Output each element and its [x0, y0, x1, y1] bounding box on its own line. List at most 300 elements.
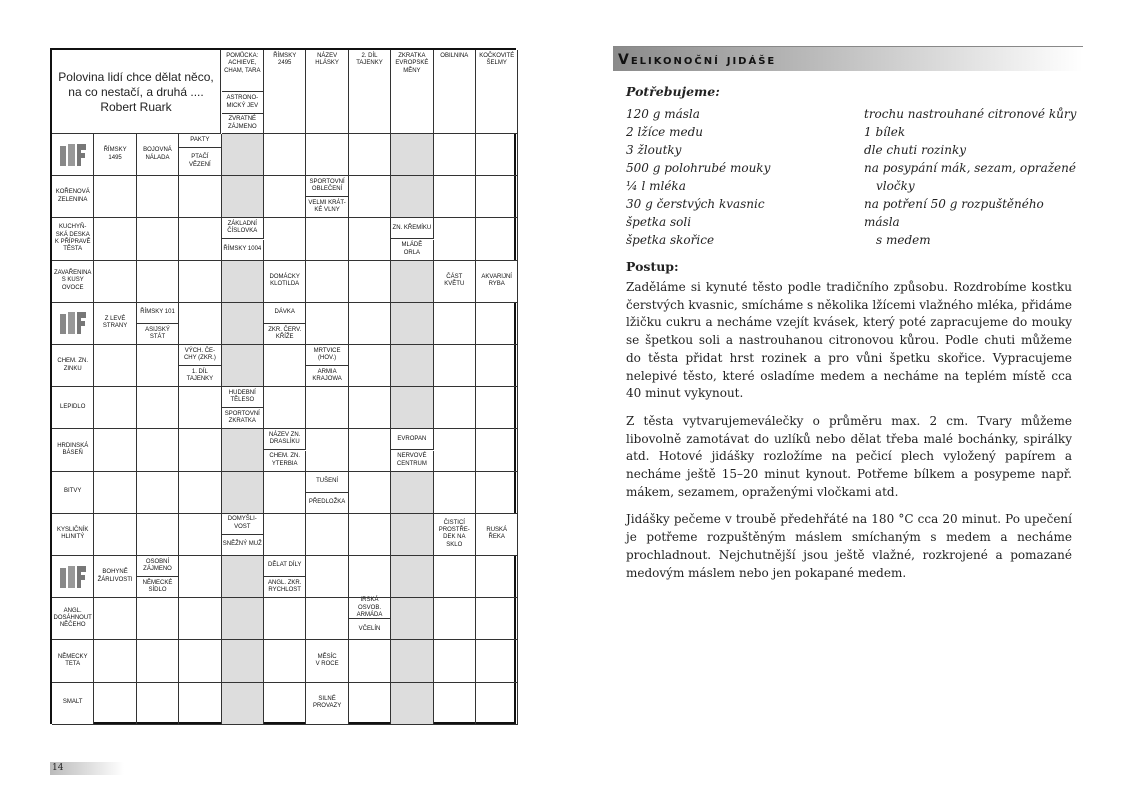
- answer-cell[interactable]: [349, 556, 391, 598]
- clue-text: [140, 309, 175, 316]
- clue-text: [104, 147, 127, 162]
- clue-text: [269, 453, 300, 468]
- clue-text: [273, 53, 296, 68]
- answer-cell[interactable]: [222, 429, 264, 471]
- ingredient: 500 g polohrubé mouky: [626, 161, 771, 175]
- ingredient: 120 g másla: [626, 107, 700, 121]
- answer-cell[interactable]: [264, 345, 306, 387]
- clue-line: OBILNINA: [440, 53, 469, 59]
- clue-text: [313, 696, 341, 711]
- clue-text: [316, 478, 338, 485]
- clue-line: NĚMECKÉ: [142, 579, 173, 586]
- clue-line: SÍDLO: [148, 587, 167, 594]
- clue-text: [190, 137, 209, 144]
- answer-cell[interactable]: [179, 598, 221, 640]
- clue-line: DEK NA: [443, 534, 466, 541]
- clue-header: [434, 50, 476, 134]
- quote-author: Robert Ruark: [100, 100, 172, 114]
- clue-cell: [306, 493, 348, 514]
- clue-line: BOHYNĚ: [102, 569, 128, 576]
- answer-cell[interactable]: [94, 598, 136, 640]
- ingredients-left: [626, 105, 864, 249]
- clue-line: ZÁJMENO: [227, 123, 257, 130]
- clue-line: ŘEKA: [488, 534, 505, 541]
- quote-line: Polovina lidí chce dělat něco,: [58, 70, 214, 84]
- answer-cell[interactable]: [137, 261, 179, 303]
- clue-text: [486, 527, 507, 542]
- clue-line: NĚČEHO: [59, 622, 86, 629]
- clue-side: [52, 261, 94, 303]
- clue-line: ZKRATKA: [228, 418, 256, 425]
- clue-header: [476, 50, 518, 134]
- clue-text: [356, 53, 383, 68]
- answer-cell[interactable]: [476, 345, 518, 387]
- clue-line: LEPIDLO: [60, 404, 86, 411]
- answer-cell[interactable]: [391, 598, 433, 640]
- clue-cell: [306, 176, 348, 197]
- clue-text: [315, 53, 339, 68]
- answer-cell[interactable]: [476, 556, 518, 598]
- answer-cell[interactable]: [179, 514, 221, 556]
- answer-cell[interactable]: [137, 683, 179, 725]
- answer-cell[interactable]: [434, 303, 476, 345]
- answer-cell[interactable]: [391, 472, 433, 514]
- answer-cell[interactable]: [264, 134, 306, 176]
- clue-cell: [306, 683, 348, 725]
- clue-line: ANGL.: [63, 607, 82, 614]
- clue-text: [57, 443, 88, 458]
- clue-text: [359, 626, 381, 633]
- clue-text: [268, 562, 301, 569]
- clue-cell: [264, 451, 306, 472]
- clue-cell: [94, 134, 136, 176]
- answer-cell[interactable]: [222, 303, 264, 345]
- clue-text: [275, 309, 295, 316]
- ingredient: trochu nastrouhané citronové kůry: [864, 107, 1077, 121]
- answer-cell[interactable]: [179, 218, 221, 260]
- answer-cell[interactable]: [391, 683, 433, 725]
- clue-cell: [94, 303, 136, 345]
- answer-cell[interactable]: [349, 387, 391, 429]
- procedure-paragraph: Zaděláme si kynuté těsto podle tradičního způsobu. Rozdrobíme kostku čerstvých kvasnic, smícháme s několika lžícemi vlažného mléka, přidáme lžičku cukru a necháme vzejít kvásek, který poté zapracujeme do mouky se špetkou soli a nastrouhanou citronovou kůrou. Podle chuti můžeme do těsta přidat hrst rozinek a pro vůni špetku skořice. Vypracujeme nelepivé těsto, které osladíme medem a necháme na teplém místě cca 40 minut vykynout.: [626, 280, 1072, 401]
- clue-line: KLOTILDA: [270, 281, 300, 288]
- clue-text: [58, 654, 88, 669]
- clue-text: [308, 200, 345, 215]
- answer-cell[interactable]: [434, 176, 476, 218]
- clue-line: OBLEČENÍ: [311, 186, 343, 193]
- clue-line: ZAVAŘENINA: [53, 270, 92, 277]
- answer-cell[interactable]: [391, 556, 433, 598]
- clue-cell: [264, 303, 306, 324]
- answer-cell[interactable]: [306, 261, 348, 303]
- answer-cell[interactable]: [434, 218, 476, 260]
- clue-line: ACHIEVE,: [228, 60, 257, 67]
- answer-cell[interactable]: [94, 345, 136, 387]
- clue-line: ČISTICÍ: [443, 519, 465, 526]
- answer-cell[interactable]: [179, 176, 221, 218]
- answer-cell[interactable]: [179, 472, 221, 514]
- clue-cell: [137, 556, 179, 577]
- answer-cell[interactable]: [306, 556, 348, 598]
- answer-cell[interactable]: [349, 134, 391, 176]
- clue-cell: [222, 408, 264, 429]
- answer-cell[interactable]: [349, 218, 391, 260]
- procedure-paragraph: Z těsta vytvarujemeválečky o průměru max. 2 cm. Tvary můžeme libovolně zamotávat do uzlíků nebo dělat třeba malé bochánky, spirálky atd. Hotové jidášky rozložíme na pečicí plech vyložený papírem a necháme ještě 15–20 minut kynout. Potřeme bílkem a posypeme např. mákem, sezamem, opraženými vločkami atd.: [626, 413, 1072, 499]
- clue-cell: [222, 514, 264, 535]
- answer-cell[interactable]: [349, 514, 391, 556]
- ingredient: dle chuti rozinky: [864, 143, 966, 157]
- answer-cell[interactable]: [137, 514, 179, 556]
- clue-text: [393, 225, 432, 232]
- clue-line: MRTVICE: [313, 347, 341, 354]
- crossword-grid: [50, 48, 516, 724]
- clue-cell: [306, 472, 348, 493]
- clue-text: [54, 608, 92, 630]
- clue-text: [314, 348, 341, 363]
- clue-line: MĚSÍC: [317, 653, 337, 660]
- clue-cell: [264, 577, 306, 598]
- clue-line: RYBA: [488, 281, 505, 288]
- answer-cell[interactable]: [94, 472, 136, 514]
- answer-cell[interactable]: [434, 598, 476, 640]
- clue-line: V ROCE: [315, 660, 339, 667]
- answer-cell[interactable]: [264, 218, 306, 260]
- clue-cell: [306, 197, 348, 218]
- clue-line: PAKTY: [190, 136, 210, 143]
- clue-text: [310, 179, 345, 194]
- answer-cell[interactable]: [222, 683, 264, 725]
- clue-cell: [137, 303, 179, 324]
- answer-cell[interactable]: [94, 176, 136, 218]
- clue-cell: [222, 218, 264, 239]
- clue-line: ZINKU: [63, 365, 82, 372]
- answer-cell[interactable]: [476, 134, 518, 176]
- answer-cell[interactable]: [264, 640, 306, 682]
- clue-text: [57, 527, 88, 542]
- answer-cell[interactable]: [391, 387, 433, 429]
- clue-line: EVROPAN: [397, 435, 427, 442]
- clue-cell: [222, 240, 264, 261]
- clue-text: [479, 53, 514, 68]
- clue-text: [481, 274, 512, 289]
- ingredient: 1 bílek: [864, 125, 906, 139]
- clue-line: KYSLIČNÍK: [57, 526, 89, 533]
- answer-cell[interactable]: [94, 640, 136, 682]
- clue-text: [357, 597, 383, 619]
- answer-cell[interactable]: [349, 683, 391, 725]
- clue-line: VĚZENÍ: [189, 161, 211, 168]
- clue-line: RUSKÁ: [486, 526, 508, 533]
- clue-text: [439, 520, 470, 550]
- answer-cell[interactable]: [179, 640, 221, 682]
- ingredient: špetka skořice: [626, 233, 715, 247]
- answer-cell[interactable]: [264, 514, 306, 556]
- clue-line: 1495: [108, 154, 122, 161]
- answer-cell[interactable]: [264, 472, 306, 514]
- answer-cell[interactable]: [94, 514, 136, 556]
- clue-line: TAJENKY: [186, 376, 214, 383]
- clue-text: [143, 147, 172, 162]
- clue-text: [402, 242, 423, 257]
- clue-line: HRDINSKÁ: [57, 442, 89, 449]
- answer-cell[interactable]: [391, 176, 433, 218]
- clue-line: 1. DÍL: [191, 368, 208, 375]
- clue-cell: [222, 535, 264, 556]
- clue-side: [52, 345, 94, 387]
- clue-cell: [391, 429, 433, 450]
- clue-line: IRSKÁ: [360, 597, 379, 604]
- clue-cell: [94, 556, 136, 598]
- clue-line: PTAČÍ: [191, 154, 209, 161]
- answer-cell[interactable]: [137, 472, 179, 514]
- answer-cell[interactable]: [137, 345, 179, 387]
- answer-cell[interactable]: [434, 472, 476, 514]
- clue-side: [52, 598, 94, 640]
- clue-line: OSOBNÍ: [145, 558, 170, 565]
- answer-cell[interactable]: [306, 218, 348, 260]
- clue-line: CHY (ZKR.): [183, 355, 216, 362]
- answer-cell[interactable]: [306, 303, 348, 345]
- clue-text: [143, 559, 172, 574]
- crossword-logo-icon: [52, 303, 94, 345]
- answer-cell[interactable]: [434, 387, 476, 429]
- clue-text: [225, 411, 260, 426]
- ingredient: 30 g čerstvých kvasnic: [626, 197, 765, 211]
- clue-text: [268, 327, 301, 342]
- clue-text: [63, 699, 83, 706]
- clue-text: [395, 53, 428, 75]
- clue-text: [56, 189, 90, 204]
- clue-side: [52, 429, 94, 471]
- answer-cell[interactable]: [434, 429, 476, 471]
- answer-cell[interactable]: [222, 345, 264, 387]
- clue-text: [189, 154, 211, 169]
- clue-cell: [476, 261, 518, 303]
- answer-cell[interactable]: [349, 640, 391, 682]
- crossword-logo-icon: [52, 134, 94, 176]
- answer-cell[interactable]: [476, 303, 518, 345]
- clue-line: SPORTOVNÍ: [224, 410, 260, 417]
- answer-cell[interactable]: [222, 598, 264, 640]
- answer-cell[interactable]: [476, 683, 518, 725]
- answer-cell[interactable]: [264, 598, 306, 640]
- clue-text: [269, 432, 300, 447]
- answer-cell[interactable]: [349, 429, 391, 471]
- clue-line: STÁT: [149, 333, 166, 340]
- answer-cell[interactable]: [306, 429, 348, 471]
- answer-cell[interactable]: [349, 261, 391, 303]
- answer-cell[interactable]: [434, 640, 476, 682]
- answer-cell[interactable]: [179, 556, 221, 598]
- answer-cell[interactable]: [179, 387, 221, 429]
- clue-line: BITVY: [64, 488, 82, 495]
- clue-text: [444, 274, 464, 289]
- answer-cell[interactable]: [179, 429, 221, 471]
- clue-text: [397, 453, 427, 468]
- clue-line: KOČKOVITÉ: [479, 53, 515, 59]
- clue-line: S KUSY: [61, 277, 84, 284]
- clue-text: [187, 369, 214, 384]
- clue-text: [268, 580, 301, 595]
- clue-line: CENTRUM: [396, 460, 427, 467]
- clue-line: NÁZEV: [317, 53, 338, 59]
- answer-cell[interactable]: [306, 598, 348, 640]
- answer-cell[interactable]: [264, 387, 306, 429]
- ingredient: 3 žloutky: [626, 143, 682, 157]
- clue-line: 2. DÍL: [361, 53, 378, 59]
- answer-cell[interactable]: [391, 514, 433, 556]
- answer-cell[interactable]: [391, 345, 433, 387]
- answer-cell[interactable]: [222, 261, 264, 303]
- clue-line: ŽÁRLIVOSTI: [97, 576, 133, 583]
- clue-text: [145, 327, 170, 342]
- clue-cell: [306, 366, 348, 387]
- answer-cell[interactable]: [306, 387, 348, 429]
- clue-line: SILNÉ: [318, 695, 336, 702]
- clue-header: [222, 50, 264, 92]
- clue-line: MICKÝ JEV: [226, 102, 259, 109]
- page-number: 14: [50, 762, 124, 775]
- answer-cell[interactable]: [179, 303, 221, 345]
- clue-line: SPORTOVNÍ: [309, 178, 345, 185]
- clue-line: ZÁKLADNÍ: [227, 221, 257, 228]
- clue-text: [223, 541, 262, 548]
- answer-cell[interactable]: [94, 218, 136, 260]
- clue-text: [309, 499, 345, 506]
- answer-cell[interactable]: [222, 472, 264, 514]
- answer-cell[interactable]: [222, 134, 264, 176]
- clue-line: TETA: [65, 660, 81, 667]
- clue-line: TĚLESO: [230, 397, 255, 404]
- answer-cell[interactable]: [137, 176, 179, 218]
- clue-line: ZKR. ČERV.: [268, 326, 302, 333]
- ingredients-heading: Potřebujeme:: [626, 84, 720, 99]
- clue-line: STRANY: [102, 323, 128, 330]
- clue-line: YTERBIA: [271, 460, 298, 467]
- clue-cell: [222, 114, 264, 134]
- clue-line: KVĚTU: [444, 281, 465, 288]
- answer-cell[interactable]: [476, 387, 518, 429]
- answer-cell[interactable]: [306, 514, 348, 556]
- answer-cell[interactable]: [476, 640, 518, 682]
- clue-text: [57, 358, 88, 373]
- answer-cell[interactable]: [264, 176, 306, 218]
- clue-cell: [179, 134, 221, 148]
- clue-cell: [222, 387, 264, 408]
- clue-line: AKVARIJNÍ: [481, 273, 512, 280]
- answer-cell[interactable]: [476, 218, 518, 260]
- answer-cell[interactable]: [476, 176, 518, 218]
- clue-side: [52, 472, 94, 514]
- clue-text: [143, 580, 173, 595]
- clue-line: NÁLADA: [145, 154, 170, 161]
- answer-cell[interactable]: [137, 218, 179, 260]
- answer-cell[interactable]: [222, 640, 264, 682]
- clue-line: HUDEBNÍ: [228, 389, 256, 396]
- clue-cell: [391, 240, 433, 261]
- clue-line: SKLO: [446, 541, 463, 548]
- clue-cell: [391, 218, 433, 239]
- answer-cell[interactable]: [476, 598, 518, 640]
- clue-line: ŘÍMSKY: [103, 147, 127, 154]
- clue-line: VELMI KRÁT-: [308, 199, 346, 206]
- answer-cell[interactable]: [94, 429, 136, 471]
- ingredient: na potření 50 g rozpuštěného másla: [864, 197, 1044, 229]
- clue-text: [55, 224, 91, 254]
- clue-line: DOMÁCKY: [269, 273, 300, 280]
- answer-cell[interactable]: [306, 134, 348, 176]
- clue-line: Z LEVÉ: [104, 315, 126, 322]
- answer-cell[interactable]: [434, 134, 476, 176]
- clue-text: [103, 316, 127, 331]
- clue-text: [184, 348, 216, 363]
- answer-cell[interactable]: [476, 429, 518, 471]
- answer-cell[interactable]: [94, 683, 136, 725]
- answer-cell[interactable]: [264, 683, 306, 725]
- answer-cell[interactable]: [137, 598, 179, 640]
- answer-cell[interactable]: [349, 345, 391, 387]
- clue-cell: [137, 324, 179, 345]
- answer-cell[interactable]: [179, 261, 221, 303]
- answer-cell[interactable]: [137, 640, 179, 682]
- clue-cell: [179, 366, 221, 387]
- answer-cell[interactable]: [434, 683, 476, 725]
- clue-line: DĚLAT DÍLY: [268, 562, 302, 569]
- answer-cell[interactable]: [94, 261, 136, 303]
- ingredients-right: [864, 105, 1079, 249]
- procedure-heading: Postup:: [626, 259, 679, 274]
- answer-cell[interactable]: [222, 556, 264, 598]
- answer-cell[interactable]: [391, 303, 433, 345]
- procedure-paragraph: Jidášky pečeme v troubě předehřáté na 180 °C cca 20 minut. Po upečení je potřeme rozpuštěným máslem smíchaným s medem a necháme prochladnout. Nejchutnější jsou ještě vlažné, rozkrojené a pomazané medovým máslem nebo jen pokapané medem.: [626, 512, 1072, 580]
- answer-cell[interactable]: [434, 345, 476, 387]
- answer-cell[interactable]: [94, 387, 136, 429]
- clue-line: ASIJSKÝ: [145, 326, 170, 333]
- answer-cell[interactable]: [391, 261, 433, 303]
- clue-text: [54, 270, 91, 292]
- clue-line: K PŘÍPRAVĚ: [54, 238, 91, 245]
- answer-cell[interactable]: [476, 472, 518, 514]
- recipe-panel: [613, 46, 1083, 592]
- clue-side: [52, 514, 94, 556]
- clue-line: NĚMECKY: [57, 653, 88, 660]
- clue-line: OVOCE: [61, 284, 84, 291]
- answer-cell[interactable]: [349, 472, 391, 514]
- answer-cell[interactable]: [434, 556, 476, 598]
- answer-cell[interactable]: [137, 429, 179, 471]
- clue-cell: [179, 148, 221, 176]
- answer-cell[interactable]: [179, 683, 221, 725]
- quote-line: na co nestačí, a druhá ....: [68, 85, 204, 99]
- ingredient: špetka soli: [626, 215, 692, 229]
- clue-side: [52, 218, 94, 260]
- answer-cell[interactable]: [391, 134, 433, 176]
- clue-side: [52, 387, 94, 429]
- clue-text: [397, 436, 426, 443]
- answer-cell[interactable]: [349, 303, 391, 345]
- clue-line: RYCHLOST: [268, 587, 301, 594]
- clue-line: NÁZEV ZN.: [269, 432, 301, 439]
- answer-cell[interactable]: [137, 387, 179, 429]
- answer-cell[interactable]: [391, 640, 433, 682]
- answer-cell[interactable]: [222, 176, 264, 218]
- clue-line: TĚSTA: [63, 246, 83, 253]
- clue-line: DRASLÍKU: [269, 439, 300, 446]
- clue-line: ASTRONO-: [226, 95, 259, 102]
- clue-line: CHAM, TARA: [224, 67, 261, 74]
- clue-text: [98, 569, 133, 584]
- answer-cell[interactable]: [349, 176, 391, 218]
